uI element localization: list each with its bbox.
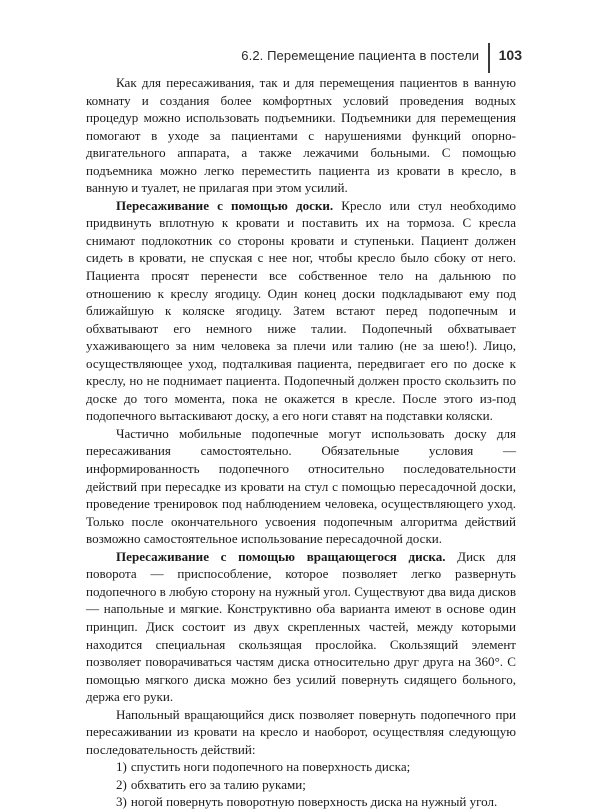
page-body	[86, 74, 516, 811]
running-header	[241, 40, 522, 70]
paragraph-text: Кресло или стул необходимо придвинуть вплотную к кровати и поставить их на тормоза. С кресла снимают подлокотник со стороны кровати и ступеньки. Пациент должен сидеть в кровати, не спуская с нее ног, чтобы кресло было сбоку от него. Пациента просят перенести все собственное тело на дальнюю по отношению к креслу ягодицу. Один конец доски подкладывают ему под ближайшую к коляске ягодицу. Затем встают перед подопечным и обхватывают его немного ниже талии. Подопечный обхватывает ухаживающего за ним человека за плечи или талию (не за шею!). Лицо, осуществляющее уход, подталкивая пациента, передвигает его по доске к креслу, но не поднимает пациента. Подопечный должен просто скользить по доске до того момента, пока не окажется в кресле. После этого из-под подопечного вытаскивают доску, а его ноги ставят на подставки коляски.	[86, 197, 516, 424]
paragraph-rotating-disk	[86, 548, 516, 706]
list-item	[86, 758, 516, 776]
section-title: 6.2. Перемещение пациента в постели	[241, 47, 480, 63]
list-text: обхватить его за талию руками;	[130, 776, 306, 792]
list-item	[86, 793, 516, 811]
list-text: ногой повернуть поворотную поверхность диска на нужный угол.	[130, 794, 498, 810]
paragraph-self-transfer	[86, 425, 516, 548]
paragraph-text: Частично мобильные подопечные могут использовать доску для пересаживания самостоятельно. Обязательные условия — информированность подопечного относительно последовательности действий при пересадке из кровати на стул с помощью пересадочной доски, проведение тренировок под наблюдением человека, осуществляющего уход. Только после окончательного усвоения подопечным алгоритма действий возможно самостоятельное использование пересадочной доски.	[86, 425, 516, 547]
list-number: 2)	[116, 776, 127, 792]
page-number: 103	[498, 47, 522, 63]
list-number: 3)	[116, 794, 127, 810]
runin-heading-board: Пересаживание с помощью доски.	[116, 197, 334, 213]
paragraph-lifts	[86, 74, 516, 197]
paragraph-text: Напольный вращающийся диск позволяет повернуть подопечного при пересаживании из кровати на кресло и наоборот, осуществляя следующую последовательность действий:	[86, 706, 516, 757]
list-item	[86, 776, 516, 794]
list-number: 1)	[116, 759, 127, 775]
paragraph-board-transfer	[86, 197, 516, 425]
paragraph-floor-disk	[86, 706, 516, 759]
paragraph-text: Как для пересаживания, так и для перемещения пациентов в ванную комнату и создания более комфортных условий проведения водных процедур можно использовать подъемники. Подъемники для перемещения помогают в уходе за пациентами с нарушениями функций опорно-двигательного аппарата, а также лежачими больными. С помощью подъемника можно легко переместить пациента из кровати в кресло, в ванную и туалет, не прилагая при этом усилий.	[86, 75, 516, 196]
header-divider	[488, 43, 490, 73]
steps-list	[86, 758, 516, 811]
list-text: спустить ноги подопечного на поверхность диска;	[130, 759, 411, 775]
runin-heading-disk: Пересаживание с помощью вращающегося диска.	[116, 548, 446, 564]
paragraph-text: Диск для поворота — приспособление, которое позволяет легко развернуть подопечного в любую сторону на нужный угол. Существуют два вида дисков — напольные и мягкие. Конструктивно оба варианта имеют в основе один принцип. Диск состоит из двух скрепленных частей, между которыми находится специальная скользящая прослойка. Скользящий элемент позволяет поворачиваться частям диска относительно друг друга на 360°. С помощью мягкого диска можно без усилий повернуть сидящего больного, держа его руки.	[86, 548, 516, 705]
